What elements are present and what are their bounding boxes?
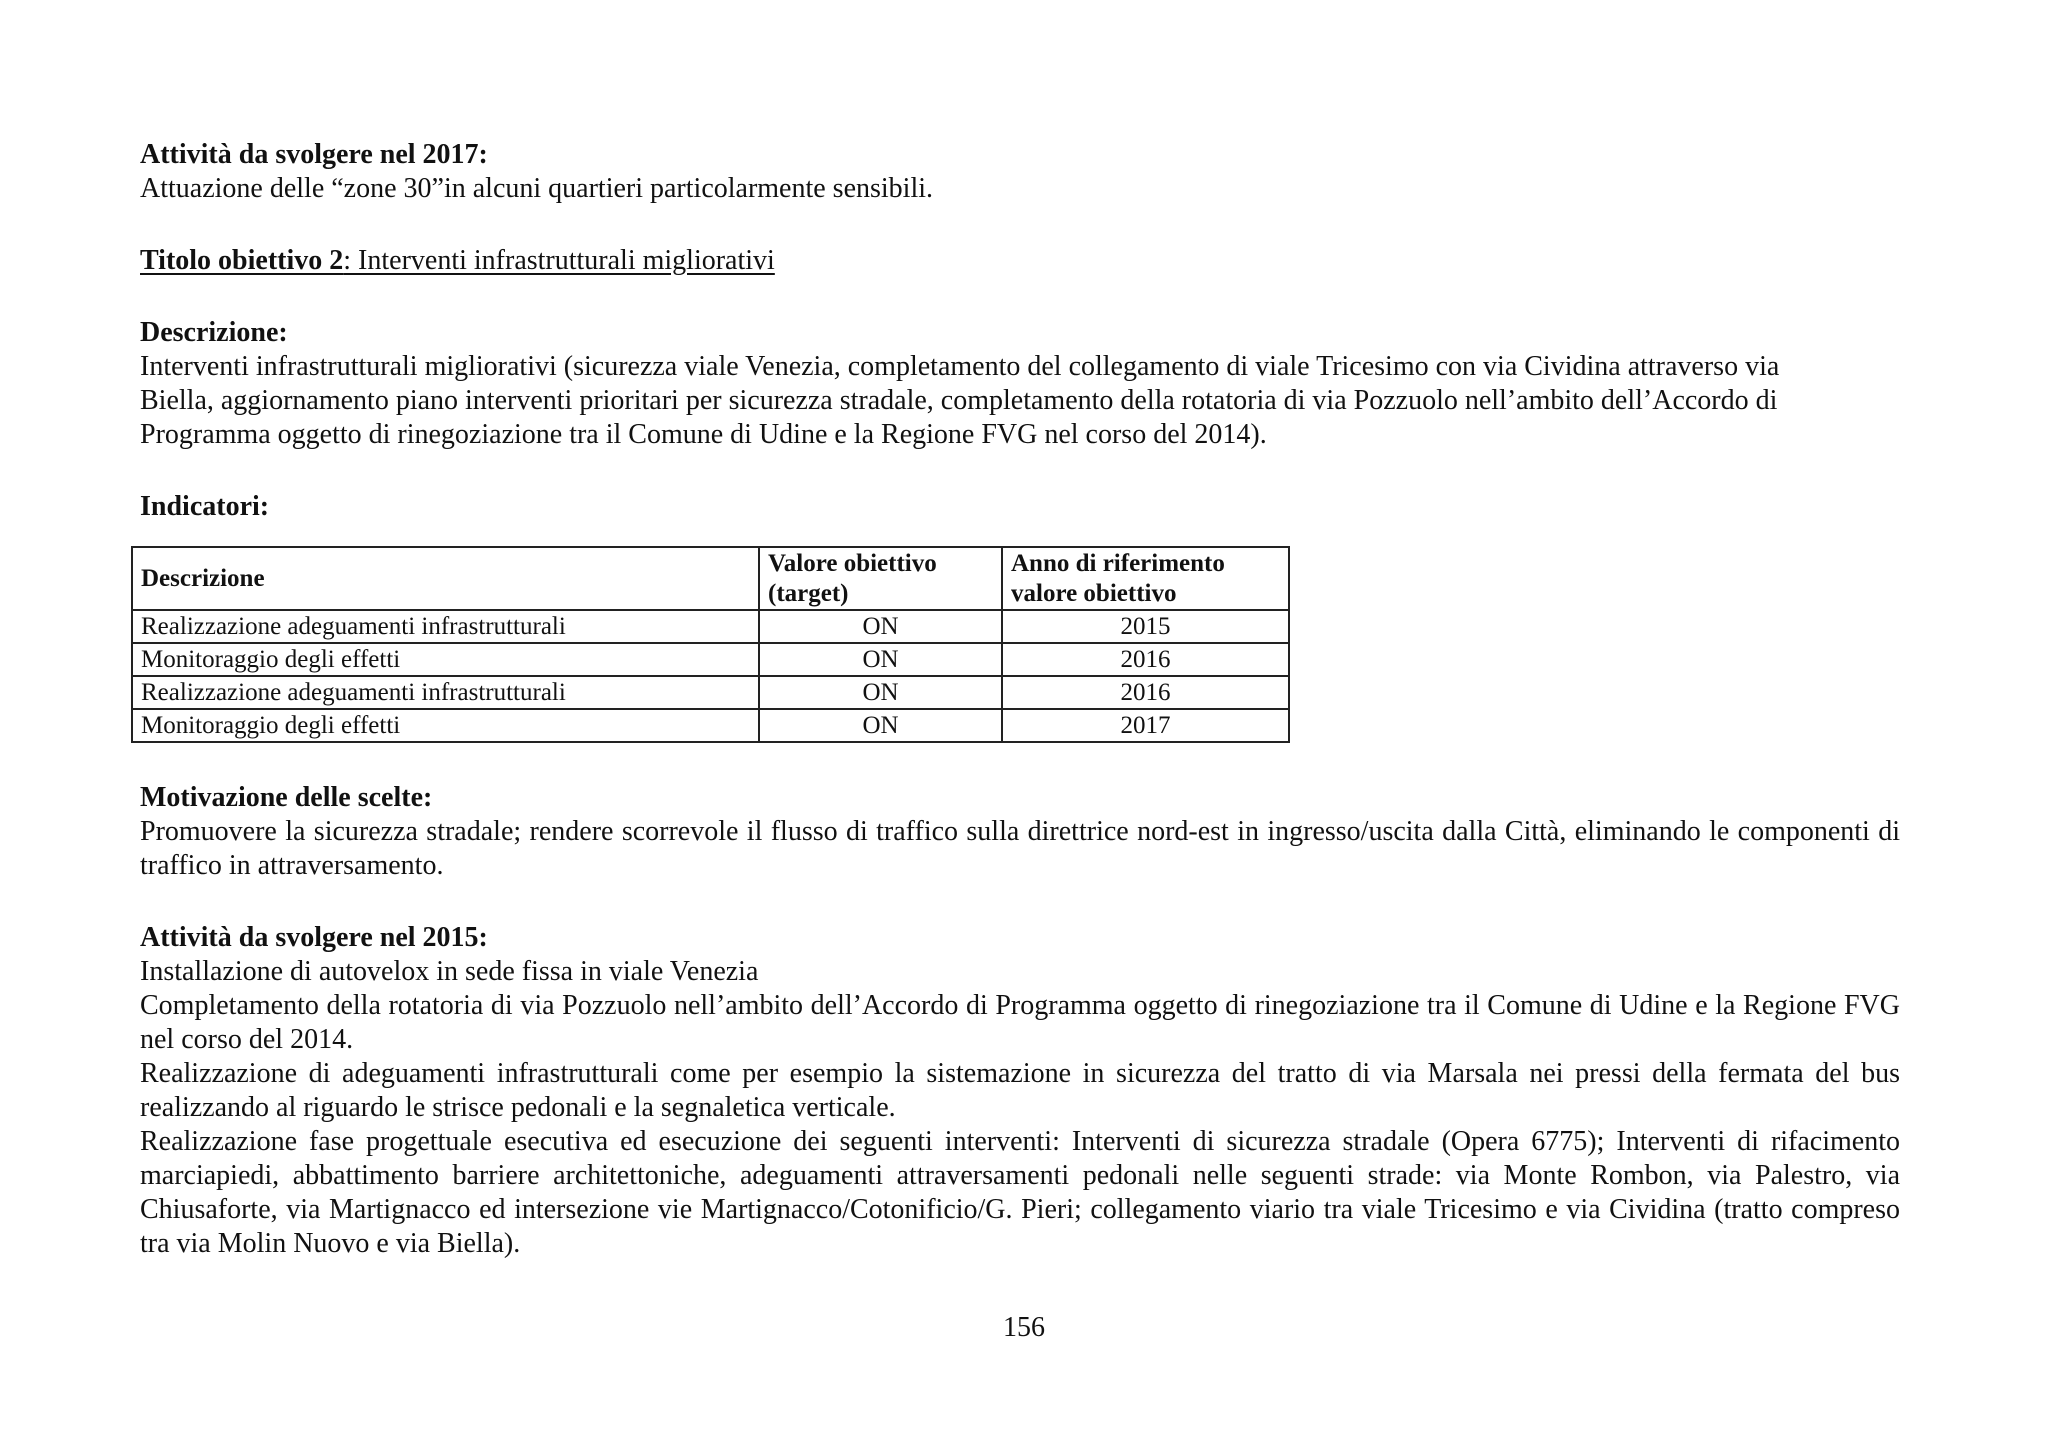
description-heading: Descrizione: <box>140 317 288 348</box>
table-cell-descrizione: Realizzazione adeguamenti infrastrutturali <box>132 676 759 709</box>
activities-2017-text: Attuazione delle “zone 30”in alcuni quartieri particolarmente sensibili. <box>140 173 934 204</box>
objective-title <box>140 244 1900 278</box>
activities-2017-heading: Attività da svolgere nel 2017: <box>140 139 488 170</box>
table-cell-anno: 2016 <box>1002 676 1289 709</box>
indicators-heading: Indicatori: <box>140 491 270 522</box>
table-cell-anno: 2015 <box>1002 610 1289 643</box>
activities-2015-section <box>140 921 1900 1261</box>
table-header-anno-line-2: valore obiettivo <box>1011 580 1177 607</box>
table-header-anno-riferimento <box>1002 547 1289 610</box>
description-line-3: Programma oggetto di rinegoziazione tra il Comune di Udine e la Regione FVG nel corso del 2014). <box>140 419 1267 450</box>
activities-2015-paragraph-4: Realizzazione fase progettuale esecutiva ed esecuzione dei seguenti interventi: Interventi di sicurezza stradale (Opera 6775); Interventi di rifacimento marciapiedi, abbattimento barriere architettoniche, adeguamenti attraversamenti pedonali nelle seguenti strade: via Monte Rombon, via Palestro, via Chiusaforte, via Martignacco ed intersezione vie Martignacco/Cotonificio/G. Pieri; collegamento viario tra viale Tricesimo e via Cividina (tratto compreso tra via Molin Nuovo e via Biella). <box>140 1126 1900 1259</box>
indicators-table <box>131 546 1290 743</box>
table-row <box>132 610 1289 643</box>
activities-2017-section <box>140 138 1900 206</box>
table-header-anno-line-1: Anno di riferimento <box>1011 550 1225 577</box>
objective-title-label: Titolo obiettivo 2 <box>140 245 344 276</box>
activities-2015-paragraph-2: Completamento della rotatoria di via Pozzuolo nell’ambito dell’Accordo di Programma oggetto di rinegoziazione tra il Comune di Udine e la Regione FVG nel corso del 2014. <box>140 990 1900 1055</box>
objective-title-section <box>140 244 1900 278</box>
table-row <box>132 709 1289 742</box>
table-header-row <box>132 547 1289 610</box>
page-number: 156 <box>1003 1312 1045 1343</box>
table-header-valore-line-1: Valore obiettivo <box>768 550 937 577</box>
motivation-text: Promuovere la sicurezza stradale; rendere scorrevole il flusso di traffico sulla direttrice nord-est in ingresso/uscita dalla Città, eliminando le componenti di traffico in attraversamento. <box>140 816 1900 881</box>
objective-title-value: : Interventi infrastrutturali migliorativi <box>343 245 775 276</box>
table-cell-anno: 2016 <box>1002 643 1289 676</box>
motivation-section <box>140 781 1900 883</box>
table-cell-valore: ON <box>759 676 1002 709</box>
activities-2015-paragraph-3: Realizzazione di adeguamenti infrastrutturali come per esempio la sistemazione in sicurezza del tratto di via Marsala nei pressi della fermata del bus realizzando al riguardo le strisce pedonali e la segnaletica verticale. <box>140 1058 1900 1123</box>
table-header-descrizione: Descrizione <box>132 547 759 610</box>
description-section <box>140 316 1900 452</box>
activities-2015-heading: Attività da svolgere nel 2015: <box>140 922 488 953</box>
table-row <box>132 676 1289 709</box>
table-header-valore-obiettivo <box>759 547 1002 610</box>
indicators-section <box>140 490 1900 743</box>
table-cell-descrizione: Monitoraggio degli effetti <box>132 643 759 676</box>
motivation-heading: Motivazione delle scelte: <box>140 782 433 813</box>
activities-2015-paragraph-1: Installazione di autovelox in sede fissa in viale Venezia <box>140 956 759 987</box>
table-cell-anno: 2017 <box>1002 709 1289 742</box>
description-line-1: Interventi infrastrutturali migliorativi (sicurezza viale Venezia, completamento del collegamento di viale Tricesimo con via Cividina attraverso via <box>140 351 1780 382</box>
table-header-valore-line-2: (target) <box>768 580 849 607</box>
table-cell-descrizione: Realizzazione adeguamenti infrastrutturali <box>132 610 759 643</box>
table-cell-valore: ON <box>759 610 1002 643</box>
table-cell-valore: ON <box>759 709 1002 742</box>
table-cell-valore: ON <box>759 643 1002 676</box>
table-cell-descrizione: Monitoraggio degli effetti <box>132 709 759 742</box>
description-line-2: Biella, aggiornamento piano interventi prioritari per sicurezza stradale, completamento della rotatoria di via Pozzuolo nell’ambito dell’Accordo di <box>140 385 1778 416</box>
document-page <box>140 138 1900 1261</box>
table-row <box>132 643 1289 676</box>
